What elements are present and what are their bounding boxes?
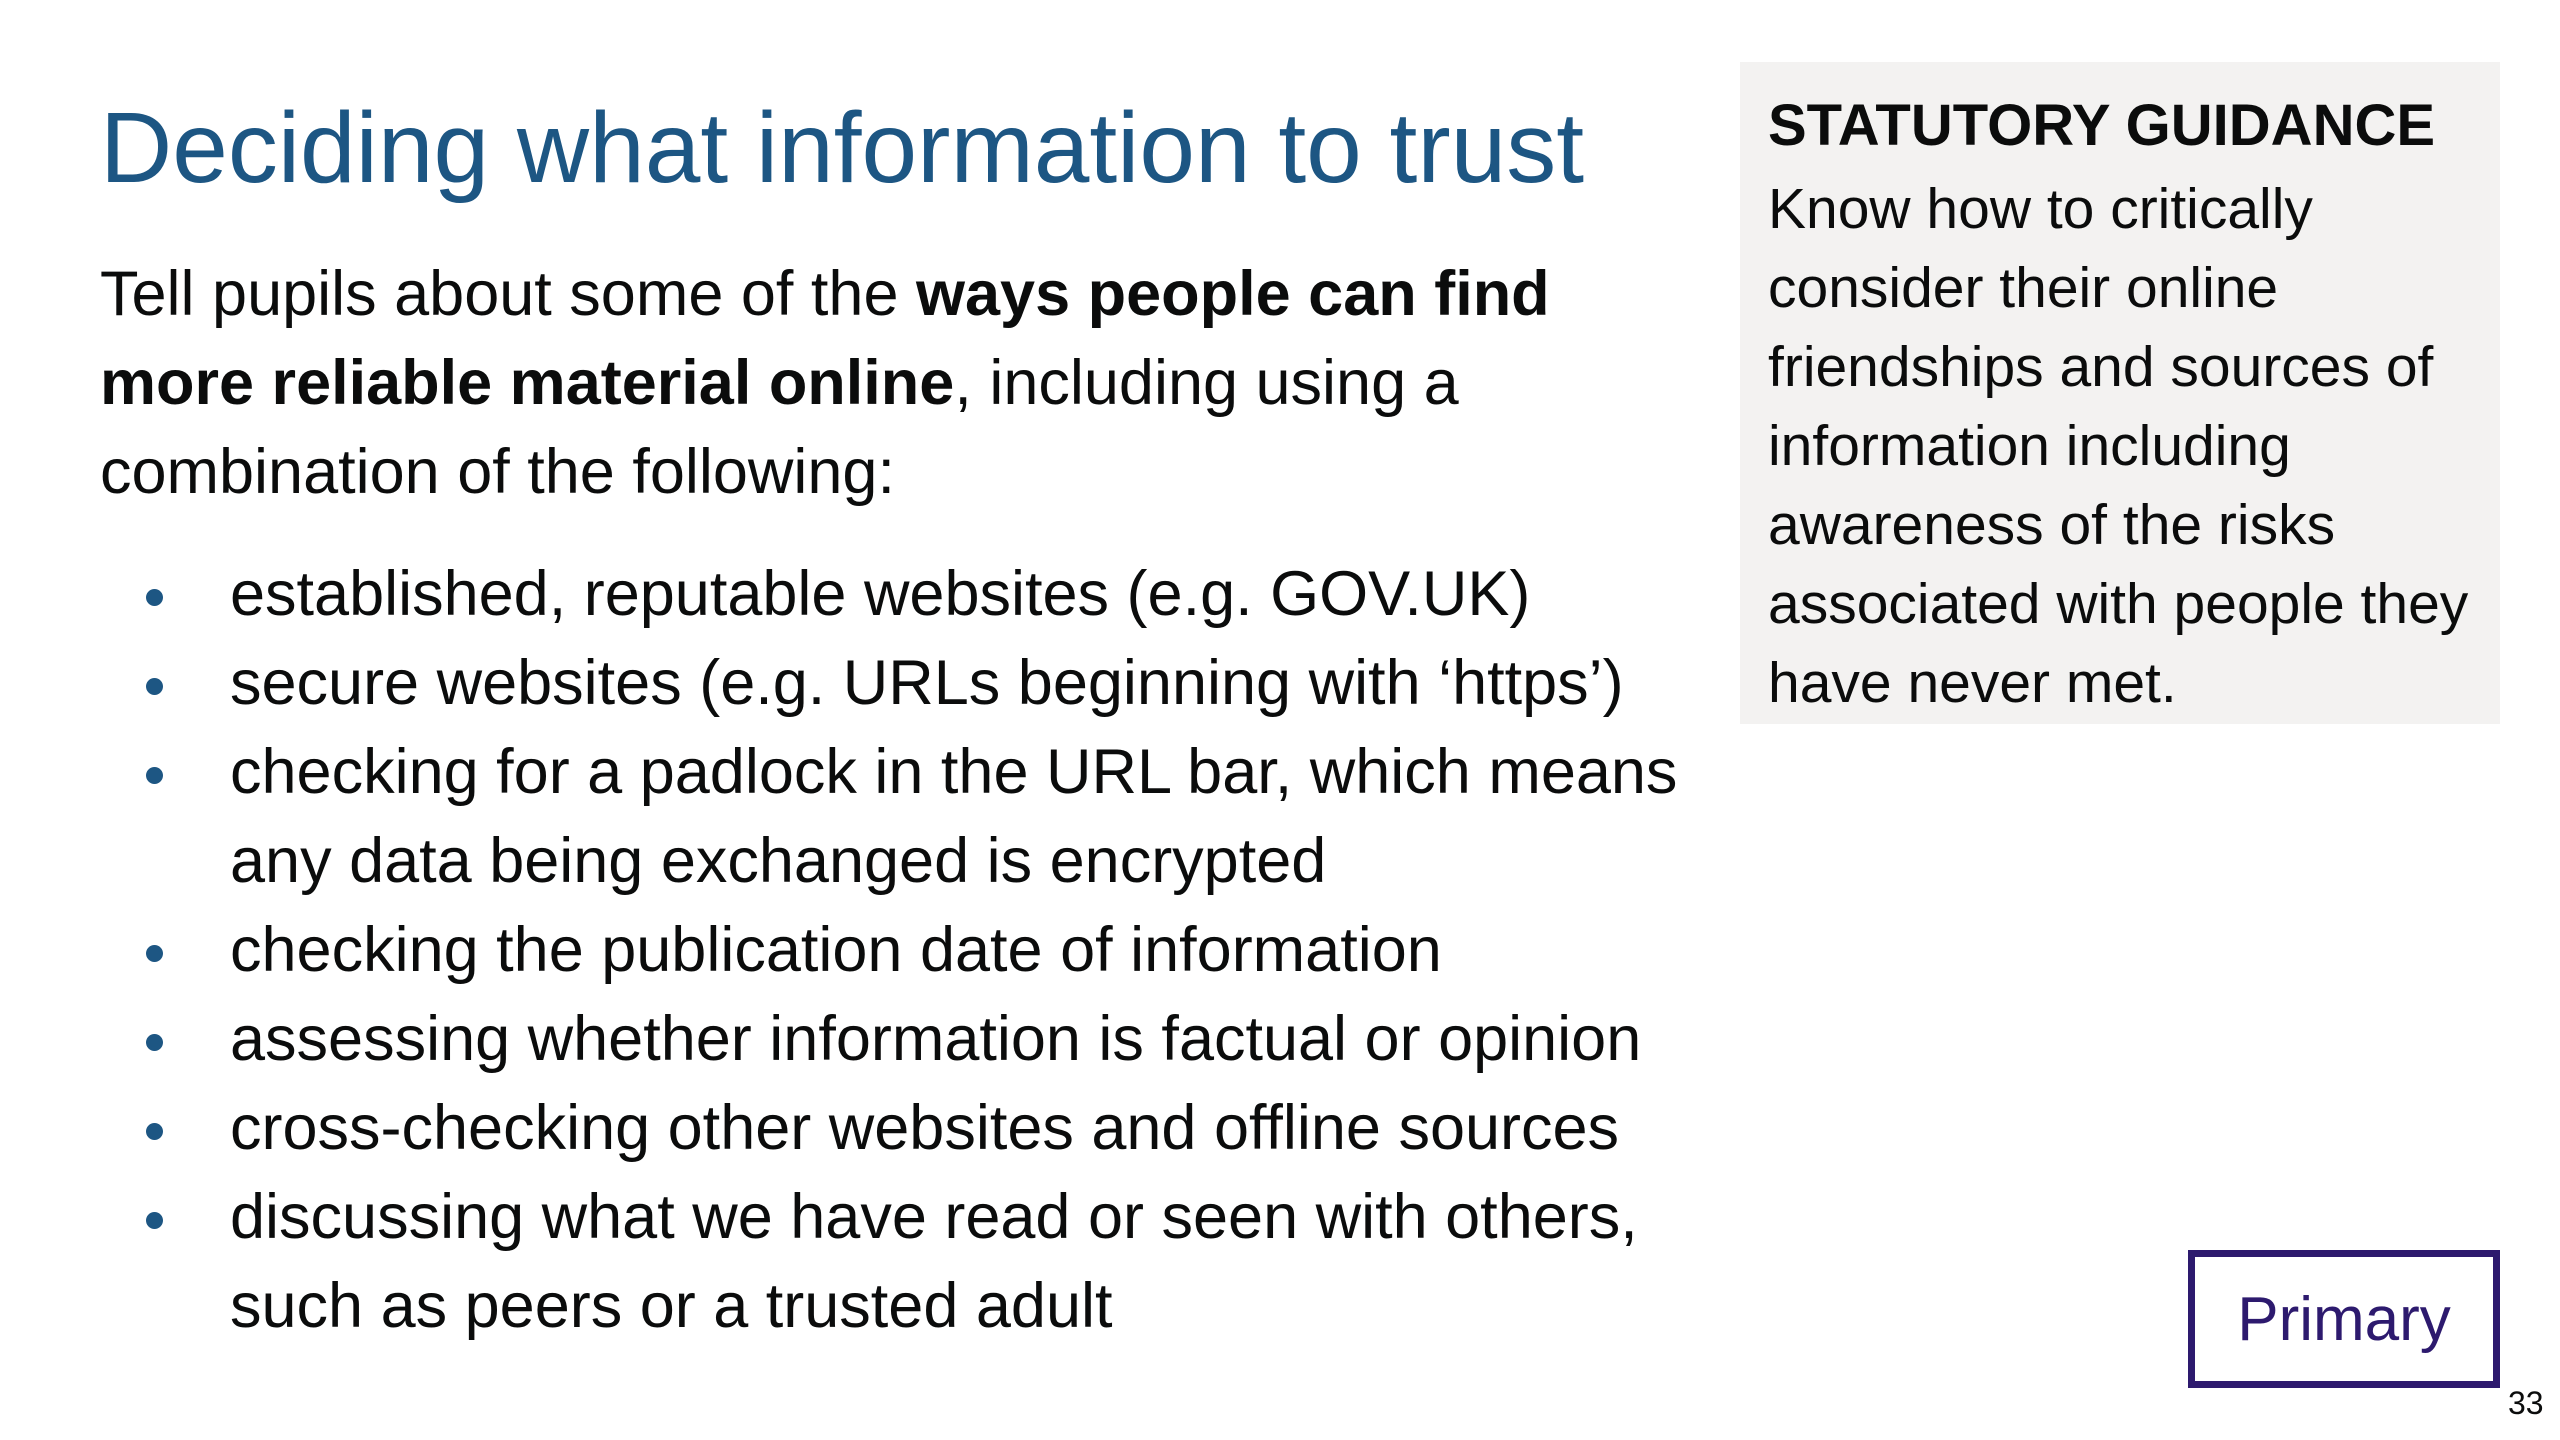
bullet-icon — [146, 589, 163, 606]
slide-title: Deciding what information to trust — [100, 92, 1585, 204]
list-item — [100, 550, 1750, 639]
intro-text-start: Tell pupils about some of the — [100, 259, 916, 329]
list-item — [100, 728, 1750, 906]
bullet-icon — [146, 767, 163, 784]
list-item — [100, 995, 1750, 1084]
list-item-text: discussing what we have read or seen with others, such as peers or a trusted adult — [230, 1182, 1638, 1341]
bullet-icon — [146, 1212, 163, 1229]
list-item — [100, 639, 1750, 728]
list-item-text: assessing whether information is factual or opinion — [230, 1004, 1642, 1074]
list-item-text: cross-checking other websites and offline sources — [230, 1093, 1620, 1163]
guidance-heading: STATUTORY GUIDANCE — [1768, 93, 2436, 158]
list-item — [100, 1173, 1750, 1351]
bullet-list — [100, 550, 1750, 1351]
page-number: 33 — [2508, 1385, 2544, 1421]
intro-text-bold: ways people can find more reliable material online — [100, 259, 1550, 418]
intro-paragraph — [100, 250, 1700, 517]
list-item — [100, 906, 1750, 995]
list-item — [100, 1084, 1750, 1173]
intro-text-end: , including using a combination of the following: — [100, 348, 1459, 507]
statutory-guidance-box — [1740, 62, 2500, 724]
bullet-icon — [146, 1123, 163, 1140]
list-item-text: established, reputable websites (e.g. GOV.UK) — [230, 559, 1531, 629]
guidance-body: Know how to critically consider their online friendships and sources of information including awareness of the risks associated with people they have never met. — [1768, 177, 2469, 715]
list-item-text: secure websites (e.g. URLs beginning with ‘https’) — [230, 648, 1624, 718]
bullet-icon — [146, 1034, 163, 1051]
primary-badge: Primary — [2188, 1250, 2500, 1388]
bullet-icon — [146, 678, 163, 695]
list-item-text: checking for a padlock in the URL bar, which means any data being exchanged is encrypted — [230, 737, 1678, 896]
bullet-icon — [146, 945, 163, 962]
list-item-text: checking the publication date of information — [230, 915, 1442, 985]
